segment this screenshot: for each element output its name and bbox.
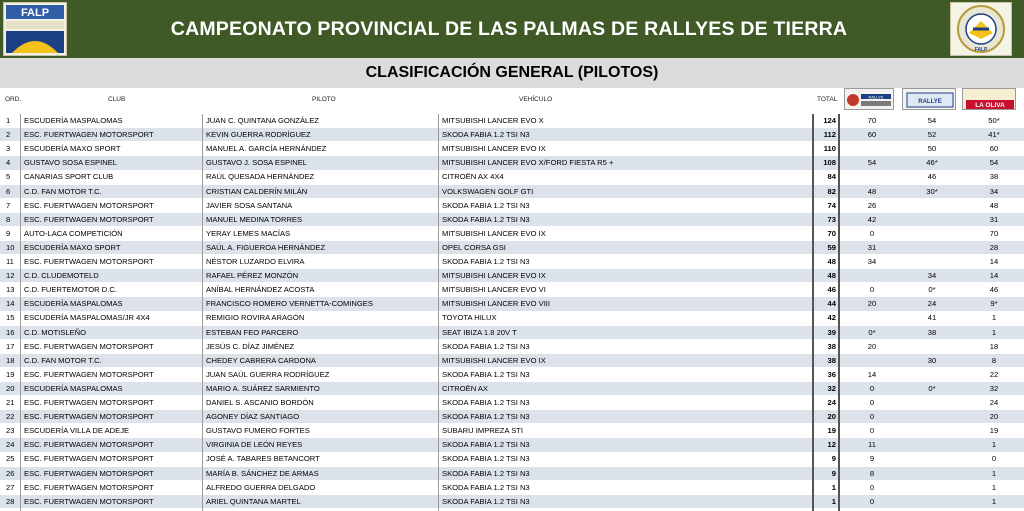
row-event-3-points: 1	[991, 468, 997, 478]
grid-line	[202, 114, 203, 511]
row-piloto: ALFREDO GUERRA DELGADO	[206, 482, 316, 492]
col-header-ord: ORD.	[5, 96, 22, 103]
row-piloto: CHEDEY CABRERA CARDONA	[206, 355, 316, 365]
table-row	[0, 269, 1024, 282]
row-total: 38	[827, 341, 836, 351]
row-ord: 27	[6, 482, 15, 492]
row-piloto: GUSTAVO J. SOSA ESPINEL	[206, 158, 307, 168]
table-row	[0, 495, 1024, 508]
row-total: 32	[827, 383, 836, 393]
row-club: ESC. FUERTWAGEN MOTORSPORT	[24, 200, 154, 210]
event-1-badge-text: RALLYE	[868, 94, 884, 100]
row-total: 124	[823, 116, 836, 125]
grid-line	[838, 114, 840, 511]
row-event-3-points: 70	[989, 228, 999, 238]
row-total: 73	[827, 214, 836, 224]
row-club: C.D. FUERTEMOTOR D.C.	[24, 285, 117, 295]
row-total: 48	[827, 271, 836, 281]
row-ord: 13	[6, 285, 15, 295]
table-row	[0, 156, 1024, 169]
row-ord: 2	[6, 130, 11, 140]
row-vehiculo: OPEL CORSA GSI	[442, 242, 506, 252]
row-ord: 7	[6, 200, 11, 210]
row-event-1-points: 0	[869, 383, 875, 393]
row-total: 44	[827, 299, 836, 309]
table-row	[0, 227, 1024, 240]
table-row	[0, 396, 1024, 409]
row-total: 1	[831, 482, 836, 492]
row-ord: 28	[6, 496, 15, 506]
row-vehiculo: SKODA FABIA 1.2 TSI N3	[442, 496, 530, 506]
row-ord: 3	[6, 144, 11, 154]
row-event-2-points: 41	[927, 313, 937, 323]
row-event-3-points: 1	[991, 440, 997, 450]
row-event-3-points: 0	[991, 454, 997, 464]
row-event-1-points: 9	[869, 454, 875, 464]
row-club: C.D. MOTISLEÑO	[24, 327, 87, 337]
col-header-club: CLUB	[108, 96, 126, 103]
table-row	[0, 311, 1024, 324]
row-total: 70	[827, 228, 836, 238]
row-club: ESC. FUERTWAGEN MOTORSPORT	[24, 257, 154, 266]
row-event-3-points: 34	[989, 186, 999, 196]
row-event-3-points: 1	[991, 482, 997, 492]
row-total: 1	[831, 496, 836, 506]
row-total: 82	[827, 186, 836, 196]
row-piloto: JUAN SAÚL GUERRA RODRÍGUEZ	[206, 369, 330, 379]
col-header-vehiculo: VEHÍCULO	[519, 96, 553, 103]
row-ord: 12	[6, 271, 15, 281]
grid-line	[438, 114, 439, 511]
event-2-logo	[902, 88, 956, 110]
row-total: 42	[827, 313, 836, 323]
row-event-1-points: 42	[867, 214, 877, 224]
row-club: ESCUDERÍA MASPALOMAS	[24, 299, 123, 309]
row-ord: 11	[6, 257, 14, 266]
row-event-2-points: 54	[927, 116, 937, 125]
row-club: ESC. FUERTWAGEN MOTORSPORT	[24, 496, 154, 506]
row-event-3-points: 24	[989, 398, 999, 407]
event-3-badge-text: LA OLIVA	[975, 102, 1005, 109]
row-event-1-points: 70	[867, 116, 877, 125]
row-piloto: NÉSTOR LUZARDO ELVIRA	[206, 257, 305, 266]
row-piloto: ESTEBAN FEO PARCERO	[206, 327, 299, 337]
row-event-3-points: 19	[989, 426, 999, 436]
row-club: ESC. FUERTWAGEN MOTORSPORT	[24, 482, 154, 492]
row-vehiculo: TOYOTA HILUX	[442, 313, 497, 323]
row-event-2-points: 38	[927, 327, 937, 337]
row-event-3-points: 50*	[988, 116, 1000, 125]
row-event-1-points: 20	[867, 299, 877, 309]
row-piloto: RAFAEL PÉREZ MONZÓN	[206, 271, 299, 281]
row-ord: 24	[6, 440, 15, 450]
row-vehiculo: SEAT IBIZA 1.8 20V T	[442, 327, 517, 337]
row-total: 36	[827, 369, 836, 379]
row-club: ESCUDERÍA MAXO SPORT	[24, 144, 121, 154]
row-event-3-points: 38	[989, 172, 999, 182]
row-vehiculo: SKODA FABIA 1.2 TSI N3	[442, 482, 530, 492]
falp-logo-text: FALP	[20, 7, 50, 19]
row-club: ESCUDERÍA MASPALOMAS	[24, 383, 123, 393]
row-piloto: MANUEL MEDINA TORRES	[206, 214, 303, 224]
row-piloto: DANIEL S. ASCANIO BORDÓN	[206, 398, 314, 407]
grid-line	[20, 114, 21, 511]
row-club: ESC. FUERTWAGEN MOTORSPORT	[24, 130, 154, 140]
row-ord: 10	[6, 242, 15, 252]
row-total: 24	[827, 398, 836, 407]
row-total: 19	[827, 426, 836, 436]
table-row	[0, 467, 1024, 480]
row-event-3-points: 1	[991, 496, 997, 506]
table-row	[0, 297, 1024, 310]
row-total: 9	[831, 468, 836, 478]
table-row	[0, 185, 1024, 198]
row-event-3-points: 20	[989, 412, 999, 422]
table-row	[0, 424, 1024, 437]
row-event-2-points: 52	[927, 130, 937, 140]
row-club: ESC. FUERTWAGEN MOTORSPORT	[24, 398, 154, 407]
table-row	[0, 452, 1024, 465]
row-event-3-points: 31	[989, 214, 999, 224]
row-piloto: MARIO A. SUÁREZ SARMIENTO	[206, 383, 320, 393]
table-row	[0, 283, 1024, 296]
row-club: ESC. FUERTWAGEN MOTORSPORT	[24, 440, 154, 450]
row-event-1-points: 8	[869, 468, 875, 478]
col-header-total: TOTAL	[817, 96, 838, 103]
federation-seal-logo	[950, 2, 1012, 56]
table-row	[0, 199, 1024, 212]
row-vehiculo: MITSUBISHI LANCER EVO IX	[442, 271, 546, 281]
row-event-2-points: 46	[927, 172, 937, 182]
row-event-1-points: 0	[869, 496, 875, 506]
table-row	[0, 114, 1024, 127]
row-vehiculo: SKODA FABIA 1.2 TSI N3	[442, 440, 530, 450]
table-row	[0, 255, 1024, 268]
row-vehiculo: SUBARU IMPREZA STI	[442, 426, 524, 436]
row-piloto: JESÚS C. DÍAZ JIMÉNEZ	[206, 341, 295, 351]
row-club: C.D. CLUDEMOTELD	[24, 271, 99, 281]
row-event-3-points: 48	[989, 200, 999, 210]
row-club: ESC. FUERTWAGEN MOTORSPORT	[24, 369, 154, 379]
row-ord: 4	[6, 158, 11, 168]
table-row	[0, 170, 1024, 183]
seal-logo-text: FALP	[974, 47, 988, 53]
row-ord: 21	[6, 398, 15, 407]
row-vehiculo: VOLKSWAGEN GOLF GTI	[442, 186, 534, 196]
row-event-1-points: 0	[869, 426, 875, 436]
row-total: 59	[827, 242, 836, 252]
row-total: 84	[827, 172, 836, 182]
row-ord: 22	[6, 412, 15, 422]
row-club: ESC. FUERTWAGEN MOTORSPORT	[24, 412, 154, 422]
row-event-3-points: 1	[991, 327, 997, 337]
row-ord: 6	[6, 186, 11, 196]
row-event-3-points: 60	[989, 144, 999, 154]
row-vehiculo: CITROËN AX	[442, 383, 488, 393]
row-vehiculo: CITROËN AX 4X4	[442, 172, 504, 182]
row-event-3-points: 1	[991, 313, 997, 323]
row-club: CANARIAS SPORT CLUB	[24, 172, 114, 182]
row-piloto: JUAN C. QUINTANA GONZÁLEZ	[206, 116, 319, 125]
row-ord: 19	[6, 369, 15, 379]
table-row	[0, 354, 1024, 367]
row-event-2-points: 30	[927, 355, 937, 365]
row-event-3-points: 9*	[990, 299, 998, 309]
row-ord: 14	[6, 299, 15, 309]
row-club: ESCUDERÍA VILLA DE ADEJE	[24, 426, 130, 436]
row-club: ESCUDERÍA MASPALOMAS/JR 4X4	[24, 313, 150, 323]
row-total: 74	[827, 200, 836, 210]
row-vehiculo: SKODA FABIA 1.2 TSI N3	[442, 214, 530, 224]
row-event-3-points: 32	[989, 383, 999, 393]
row-piloto: JAVIER SOSA SANTANA	[206, 200, 293, 210]
row-event-3-points: 14	[989, 271, 999, 281]
row-ord: 1	[6, 116, 11, 125]
row-event-1-points: 26	[867, 200, 877, 210]
row-event-2-points: 0*	[928, 383, 936, 393]
row-event-1-points: 0	[869, 412, 875, 422]
row-vehiculo: SKODA FABIA 1.2 TSI N3	[442, 454, 530, 464]
row-club: ESCUDERÍA MAXO SPORT	[24, 242, 121, 252]
row-piloto: JOSÉ A. TABARES BETANCORT	[206, 454, 320, 464]
row-piloto: REMIGIO ROVIRA ARAGÓN	[206, 313, 305, 323]
row-event-2-points: 46*	[926, 158, 938, 168]
row-piloto: CRISTIAN CALDERÍN MILÁN	[206, 186, 308, 196]
row-event-3-points: 18	[989, 341, 999, 351]
row-ord: 26	[6, 468, 15, 478]
row-piloto: ARIEL QUINTANA MARTEL	[206, 496, 301, 506]
row-piloto: YERAY LEMES MACÍAS	[206, 228, 291, 238]
row-piloto: FRANCISCO ROMERO VERNETTA-COMINGES	[206, 299, 373, 309]
row-vehiculo: MITSUBISHI LANCER EVO IX	[442, 228, 546, 238]
row-total: 110	[823, 144, 836, 154]
event-1-logo	[844, 88, 894, 110]
row-event-1-points: 14	[867, 369, 877, 379]
row-piloto: ANÍBAL HERNÁNDEZ ACOSTA	[206, 285, 315, 295]
row-ord: 16	[6, 327, 15, 337]
row-event-1-points: 34	[867, 257, 877, 266]
row-piloto: GUSTAVO FUMERO FORTES	[206, 426, 310, 436]
row-total: 108	[823, 158, 836, 168]
page-title: CAMPEONATO PROVINCIAL DE LAS PALMAS DE RALLYES DE TIERRA	[170, 18, 848, 40]
table-row	[0, 368, 1024, 381]
row-event-1-points: 0	[869, 482, 875, 492]
table-row	[0, 410, 1024, 423]
row-piloto: MANUEL A. GARCÍA HERNÁNDEZ	[206, 144, 327, 154]
row-piloto: RAÚL QUESADA HERNÁNDEZ	[206, 172, 315, 182]
row-event-3-points: 46	[989, 285, 999, 295]
row-event-3-points: 22	[989, 369, 999, 379]
row-piloto: SAÚL A. FIGUEROA HERNÁNDEZ	[206, 242, 326, 252]
row-ord: 25	[6, 454, 15, 464]
row-event-1-points: 31	[867, 242, 877, 252]
table-row	[0, 142, 1024, 155]
col-header-piloto: PILOTO	[312, 96, 336, 103]
row-event-3-points: 54	[989, 158, 999, 168]
table-row	[0, 128, 1024, 141]
row-event-1-points: 54	[867, 158, 877, 168]
row-event-1-points: 0	[869, 228, 875, 238]
row-vehiculo: SKODA FABIA 1.2 TSI N3	[442, 257, 530, 266]
row-vehiculo: MITSUBISHI LANCER EVO VI	[442, 285, 546, 295]
row-total: 112	[823, 130, 836, 140]
row-vehiculo: SKODA FABIA 1.2 TSI N3	[442, 412, 530, 422]
row-event-3-points: 41*	[988, 130, 1000, 140]
row-event-2-points: 34	[927, 271, 937, 281]
grid-line	[812, 114, 814, 511]
table-row	[0, 382, 1024, 395]
row-event-1-points: 11	[868, 440, 876, 450]
row-vehiculo: SKODA FABIA 1.2 TSI N3	[442, 130, 530, 140]
row-ord: 20	[6, 383, 15, 393]
row-ord: 5	[6, 172, 11, 182]
row-vehiculo: SKODA FABIA 1.2 TSI N3	[442, 200, 530, 210]
row-vehiculo: MITSUBISHI LANCER EVO VIII	[442, 299, 551, 309]
table-row	[0, 438, 1024, 451]
row-piloto: VIRGINIA DE LEÓN REYES	[206, 440, 303, 450]
row-event-3-points: 14	[989, 257, 999, 266]
page-subtitle: CLASIFICACIÓN GENERAL (PILOTOS)	[365, 64, 659, 81]
row-ord: 23	[6, 426, 15, 436]
row-total: 39	[827, 327, 836, 337]
row-event-1-points: 0*	[868, 327, 876, 337]
row-vehiculo: MITSUBISHI LANCER EVO IX	[442, 144, 546, 154]
row-vehiculo: SKODA FABIA 1.2 TSI N3	[442, 468, 530, 478]
row-club: GUSTAVO SOSA ESPINEL	[24, 158, 117, 168]
row-total: 20	[827, 412, 836, 422]
row-ord: 17	[6, 341, 15, 351]
table-row	[0, 213, 1024, 226]
row-total: 48	[827, 257, 836, 266]
row-ord: 9	[6, 228, 11, 238]
table-row	[0, 326, 1024, 339]
row-ord: 15	[6, 313, 15, 323]
row-total: 9	[831, 454, 836, 464]
row-club: C.D. FAN MOTOR T.C.	[24, 355, 102, 365]
row-ord: 8	[6, 214, 11, 224]
row-vehiculo: MITSUBISHI LANCER EVO IX	[442, 355, 546, 365]
row-piloto: KEVIN GUERRA RODRÍGUEZ	[206, 130, 311, 140]
row-piloto: AGONEY DÍAZ SANTIAGO	[206, 412, 300, 422]
row-event-1-points: 0	[869, 398, 875, 407]
row-event-1-points: 20	[867, 341, 877, 351]
row-event-2-points: 24	[927, 299, 937, 309]
row-event-2-points: 50	[927, 144, 937, 154]
row-vehiculo: MITSUBISHI LANCER EVO X	[442, 116, 544, 125]
row-piloto: MARÍA B. SÁNCHEZ DE ARMAS	[206, 468, 319, 478]
row-club: ESC. FUERTWAGEN MOTORSPORT	[24, 454, 154, 464]
event-3-logo	[962, 88, 1016, 110]
row-club: ESCUDERÍA MASPALOMAS	[24, 116, 123, 125]
row-event-3-points: 28	[989, 242, 999, 252]
table-row	[0, 241, 1024, 254]
table-row	[0, 481, 1024, 494]
row-club: ESC. FUERTWAGEN MOTORSPORT	[24, 341, 154, 351]
row-vehiculo: SKODA FABIA 1.2 TSI N3	[442, 398, 530, 407]
row-club: C.D. FAN MOTOR T.C.	[24, 186, 102, 196]
row-ord: 18	[6, 355, 15, 365]
row-total: 38	[827, 355, 836, 365]
row-vehiculo: SKODA FABIA 1.2 TSI N3	[442, 369, 530, 379]
row-event-1-points: 60	[867, 130, 877, 140]
row-vehiculo: SKODA FABIA 1.2 TSI N3	[442, 341, 530, 351]
table-row	[0, 340, 1024, 353]
row-vehiculo: MITSUBISHI LANCER EVO X/FORD FIESTA R5 +	[442, 158, 614, 168]
row-club: ESC. FUERTWAGEN MOTORSPORT	[24, 214, 154, 224]
row-club: ESC. FUERTWAGEN MOTORSPORT	[24, 468, 154, 478]
row-event-1-points: 48	[867, 186, 877, 196]
row-event-1-points: 0	[869, 285, 875, 295]
row-total: 46	[827, 285, 836, 295]
event-2-badge-text: RALLYE	[918, 99, 942, 105]
row-event-2-points: 0*	[928, 285, 936, 295]
row-event-2-points: 30*	[926, 186, 938, 196]
falp-logo	[3, 2, 67, 56]
row-total: 12	[827, 440, 836, 450]
row-event-3-points: 8	[991, 355, 997, 365]
row-club: AUTO-LACA COMPETICIÓN	[24, 228, 123, 238]
